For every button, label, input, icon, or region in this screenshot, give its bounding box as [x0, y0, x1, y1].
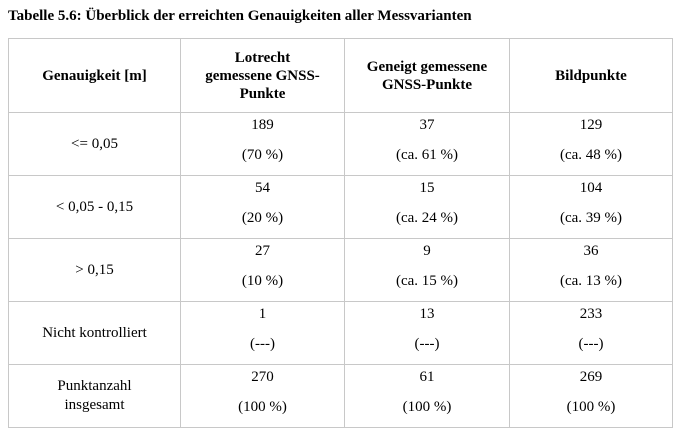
cell-percent: (ca. 39 %) — [559, 210, 623, 226]
cell-count: 189 — [251, 117, 274, 133]
header-line: GNSS-Punkte — [381, 76, 473, 93]
cell-count: 104 — [579, 180, 603, 196]
header-line: Punkte — [239, 85, 286, 102]
header-image-points — [510, 39, 673, 113]
table-row — [9, 113, 673, 176]
row-label-line: <= 0,05 — [71, 135, 118, 152]
cell-count: 1 — [258, 306, 267, 322]
cell-count: 269 — [579, 369, 603, 385]
table-cell — [181, 176, 345, 239]
table-cell — [345, 113, 510, 176]
cell-percent: (20 %) — [241, 210, 284, 226]
cell-percent: (100 %) — [566, 399, 616, 415]
cell-count: 129 — [579, 117, 603, 133]
cell-percent: (ca. 61 %) — [395, 147, 459, 163]
row-label — [9, 239, 181, 302]
cell-percent: (100 %) — [238, 399, 287, 415]
cell-count: 13 — [419, 306, 435, 322]
cell-percent: (70 %) — [241, 147, 284, 163]
cell-count: 27 — [255, 243, 270, 259]
row-label-line: < 0,05 - 0,15 — [55, 198, 134, 215]
table-caption: Tabelle 5.6: Überblick der erreichten Genauigkeiten aller Messvarianten — [8, 8, 472, 24]
row-label — [9, 176, 181, 239]
cell-percent: (ca. 48 %) — [559, 147, 623, 163]
table-cell — [510, 113, 673, 176]
cell-count: 37 — [419, 117, 435, 133]
header-accuracy — [9, 39, 181, 113]
cell-count: 61 — [419, 369, 435, 385]
header-line: Geneigt gemessene — [366, 58, 488, 75]
table-cell — [345, 239, 510, 302]
cell-percent: (---) — [414, 336, 440, 352]
header-line: Bildpunkte — [555, 67, 627, 84]
table-header-row — [9, 39, 673, 113]
row-label-line: Punktanzahl — [57, 378, 132, 394]
table-row — [9, 302, 673, 365]
accuracy-table — [8, 38, 673, 428]
table-cell — [510, 302, 673, 365]
cell-count: 15 — [419, 180, 435, 196]
cell-count: 54 — [255, 180, 270, 196]
row-label — [9, 113, 181, 176]
row-label-line: insgesamt — [64, 397, 125, 413]
table-row — [9, 176, 673, 239]
table-row — [9, 365, 673, 428]
cell-count: 233 — [579, 306, 603, 322]
header-line: Genauigkeit [m] — [42, 67, 147, 84]
table-cell — [181, 302, 345, 365]
cell-percent: (ca. 15 %) — [395, 273, 459, 289]
cell-count: 36 — [583, 243, 599, 259]
table-cell — [181, 365, 345, 428]
row-label — [9, 302, 181, 365]
cell-percent: (ca. 13 %) — [559, 273, 623, 289]
table-cell — [345, 365, 510, 428]
table-cell — [345, 302, 510, 365]
header-vertical-gnss — [181, 39, 345, 113]
table-cell — [510, 365, 673, 428]
table-cell — [510, 176, 673, 239]
header-tilted-gnss — [345, 39, 510, 113]
cell-percent: (10 %) — [241, 273, 284, 289]
cell-percent: (---) — [250, 336, 275, 352]
row-label — [9, 365, 181, 428]
table-cell — [181, 239, 345, 302]
cell-percent: (ca. 24 %) — [395, 210, 459, 226]
table-cell — [181, 113, 345, 176]
cell-percent: (---) — [578, 336, 604, 352]
table-cell — [345, 176, 510, 239]
row-label-line: Nicht kontrolliert — [42, 324, 147, 341]
header-line: Lotrecht — [234, 49, 291, 66]
cell-count: 270 — [251, 369, 274, 385]
row-label-line: > 0,15 — [75, 261, 114, 278]
table-row — [9, 239, 673, 302]
table-cell — [510, 239, 673, 302]
cell-count: 9 — [423, 243, 431, 259]
cell-percent: (100 %) — [402, 399, 452, 415]
header-line: gemessene GNSS- — [205, 67, 320, 84]
